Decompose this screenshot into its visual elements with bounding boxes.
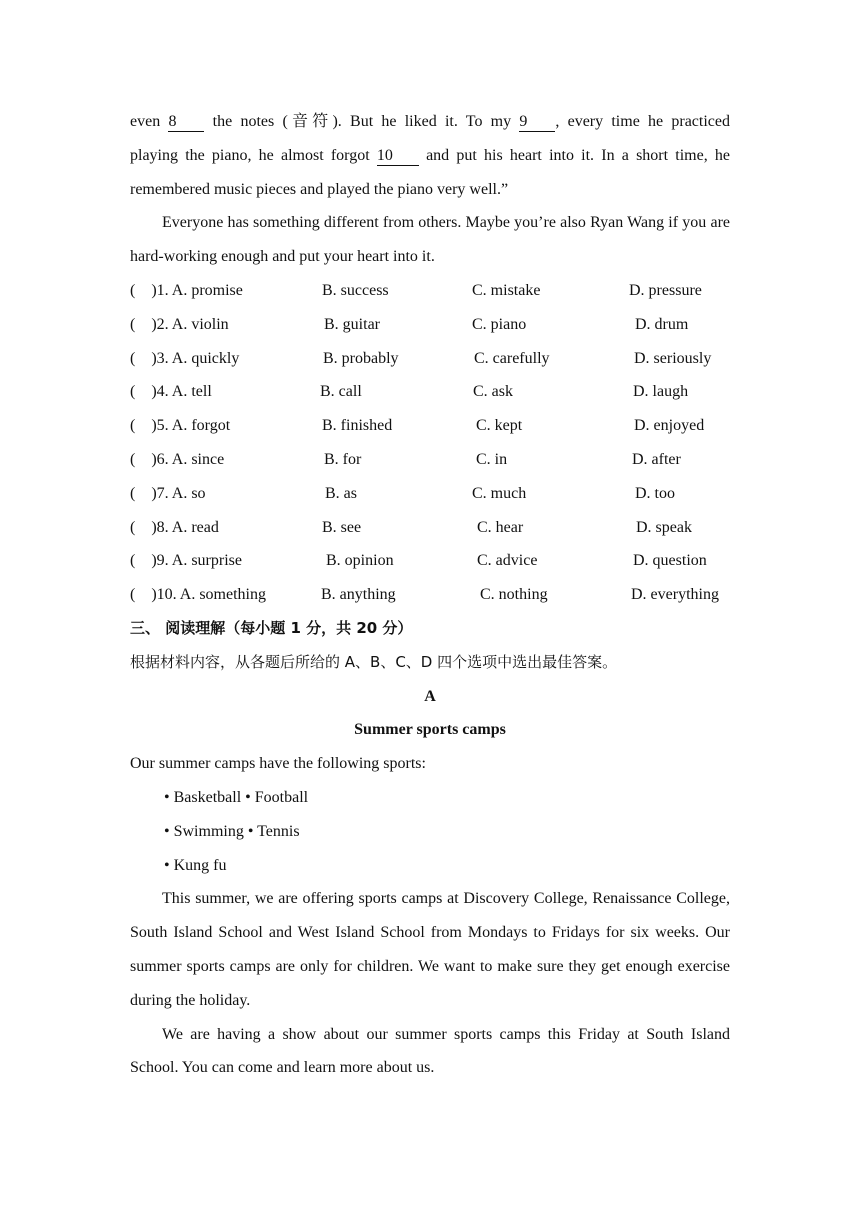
passage-line-2 <box>130 139 730 173</box>
option-b: B. for <box>324 450 362 468</box>
question-number-option-a: ( )10. A. something <box>130 586 266 604</box>
reading-a-intro: Our summer camps have the following sports: <box>130 755 426 773</box>
option-c: C. piano <box>472 315 527 333</box>
option-d: D. laugh <box>633 383 689 401</box>
passage-text: playing the piano, he almost forgot <box>130 146 370 164</box>
option-c: C. ask <box>473 383 513 401</box>
question-number-option-a: ( )3. A. quickly <box>130 349 240 367</box>
question-row <box>130 443 730 477</box>
question-number-option-a: ( )9. A. surprise <box>130 552 242 570</box>
option-c: C. hear <box>477 518 524 536</box>
reading-a-letter: A <box>424 687 436 705</box>
option-b: B. call <box>320 383 362 401</box>
option-b: B. anything <box>321 586 396 604</box>
option-d: D. everything <box>631 586 719 604</box>
question-list <box>130 274 730 612</box>
passage-line-3: remembered music pieces and played the piano very well.” <box>130 180 509 198</box>
option-b: B. opinion <box>326 552 394 570</box>
passage-text: , every time he practiced <box>555 113 730 130</box>
section-3-instruction: 根据材料内容，从各题后所给的 A、B、C、D 四个选项中选出最佳答案。 <box>130 652 618 671</box>
option-c: C. advice <box>477 552 538 570</box>
option-b: B. finished <box>322 417 393 435</box>
option-c: C. in <box>476 450 508 468</box>
question-row <box>130 544 730 578</box>
question-row <box>130 477 730 511</box>
passage-line-1 <box>130 105 730 139</box>
option-d: D. speak <box>636 518 692 536</box>
question-row <box>130 342 730 376</box>
option-d: D. question <box>633 552 707 570</box>
question-row <box>130 308 730 342</box>
passage-text: and put his heart into it. In a short time, he <box>426 146 731 164</box>
question-row <box>130 375 730 409</box>
question-row <box>130 409 730 443</box>
question-number-option-a: ( )5. A. forgot <box>130 417 231 435</box>
option-b: B. as <box>325 484 357 502</box>
question-number-option-a: ( )7. A. so <box>130 484 206 502</box>
option-c: C. kept <box>476 417 523 435</box>
option-c: C. mistake <box>472 281 541 299</box>
question-number-option-a: ( )1. A. promise <box>130 281 243 299</box>
option-b: B. probably <box>323 349 399 367</box>
option-d: D. seriously <box>634 349 712 367</box>
option-c: C. much <box>472 484 527 502</box>
question-row <box>130 578 730 612</box>
blank-10: 10 <box>377 147 419 166</box>
option-b: B. success <box>322 281 389 299</box>
option-d: D. after <box>632 450 681 468</box>
reading-a-paragraph-1: This summer, we are offering sports camps at Discovery College, Renaissance College, South Island School and West Island School from Mondays to Fridays for six weeks. Our summer sports camps are only for children. We want to make sure they get enough exercise during the holiday. <box>130 890 730 1009</box>
question-row <box>130 274 730 308</box>
page-content <box>130 105 730 1085</box>
blank-9: 9 <box>519 113 555 132</box>
passage-paragraph-2: Everyone has something different from others. Maybe you’re also Ryan Wang if you are hard-working enough and put your heart into it. <box>130 214 730 266</box>
bullet-item: • Kung fu <box>164 856 227 874</box>
question-number-option-a: ( )8. A. read <box>130 518 219 536</box>
question-number-option-a: ( )4. A. tell <box>130 383 212 401</box>
option-b: B. guitar <box>324 315 380 333</box>
question-number-option-a: ( )6. A. since <box>130 450 225 468</box>
option-d: D. too <box>635 484 675 502</box>
option-c: C. carefully <box>474 349 550 367</box>
passage-text: the notes (音符). But he liked it. To my <box>212 113 512 130</box>
option-b: B. see <box>322 518 362 536</box>
option-c: C. nothing <box>480 586 548 604</box>
blank-8: 8 <box>168 113 204 132</box>
reading-a-paragraph-2: We are having a show about our summer sports camps this Friday at South Island School. You can come and learn more about us. <box>130 1025 730 1077</box>
question-number-option-a: ( )2. A. violin <box>130 315 229 333</box>
passage-paragraph-1 <box>130 105 730 206</box>
bullet-item: • Basketball • Football <box>164 788 309 806</box>
bullet-item: • Swimming • Tennis <box>164 822 300 840</box>
question-row <box>130 511 730 545</box>
section-3-title: 三、 阅读理解（每小题 1 分，共 20 分） <box>130 618 413 637</box>
reading-a-title: Summer sports camps <box>354 721 506 739</box>
option-d: D. drum <box>635 315 689 333</box>
passage-text: even <box>130 113 161 130</box>
option-d: D. pressure <box>629 281 702 299</box>
option-d: D. enjoyed <box>634 417 705 435</box>
